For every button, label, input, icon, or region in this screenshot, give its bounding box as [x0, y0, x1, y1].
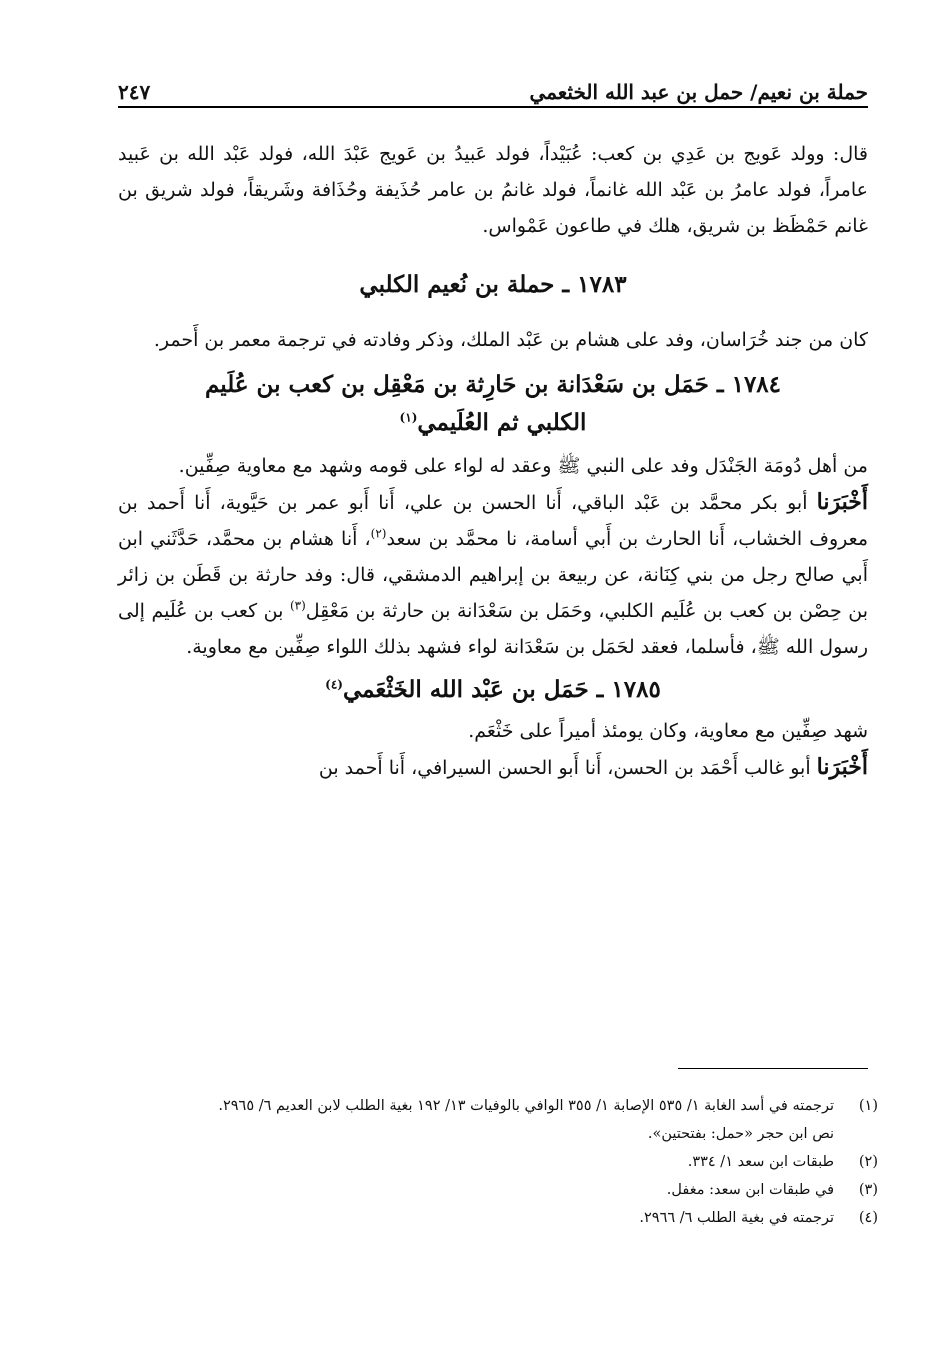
footnote-number: (٣): [858, 1182, 878, 1198]
header-rule: [118, 106, 868, 108]
footnote-ref-2[interactable]: (٢): [370, 526, 387, 541]
entry-1785-text: شهد صِفِّين مع معاوية، وكان يومئذ أميراً على خَثْعَم.: [468, 720, 868, 742]
footnote-number: (١): [858, 1098, 878, 1114]
entry-1784-heading: [118, 366, 868, 442]
footnote-number: (٤): [858, 1210, 878, 1226]
entry-1784-heading-line1: ١٧٨٤ ـ حَمَل بن سَعْدَانة بن حَارِثة بن مَعْقِل بن كعب بن عُلَيم: [204, 371, 782, 398]
chain-text: أبو غالب أَحْمَد بن الحسن، أَنا أَبو الحسن السيرافي، أَنا أَحمد بن: [318, 757, 817, 779]
entry-1784-chain: [118, 484, 868, 665]
footnote-text: في طبقات ابن سعد: مغفل.: [666, 1182, 834, 1198]
footnote-number: (٢): [858, 1154, 878, 1170]
entry-1783-heading: ١٧٨٣ ـ حملة بن نُعيم الكلبي: [359, 271, 627, 298]
footnote-1-extra: نص ابن حجر «حمل: بفتحتين».: [647, 1126, 834, 1142]
footnote-ref-1[interactable]: (١): [399, 410, 418, 425]
intro-paragraph: قال: وولد عَويج بن عَدِي بن كعب: عُبَيْداً، فولد عَبيدُ بن عَويج عَبْدَ الله، فولد عَبْد الله بن عَبيد عامراً، فولد عامرُ بن عَبْد الله غانماً، فولد غانمُ بن عامر حُذَيفة وحُذَافة وشَريقاً، فولد شريق بن غانم حَمْظَظ بن شريق، هلك في طاعون عَمْواس.: [118, 143, 868, 237]
footnote-4: [108, 1204, 878, 1232]
book-page: [118, 60, 878, 1320]
chain-keyword: أَخْبَرَنا: [816, 489, 868, 515]
entry-1785-heading: [118, 671, 868, 709]
chain-part-1: أبو بكر محمَّد بن عَبْد الباقي، أَنا الحسن بن علي، أَنا أَبو عمر بن حَيَّوية، أَنا أَحمد بن معروف الخشاب، أَنا الحارث بن أَبي أسامة، نا محمَّد بن سعد: [118, 492, 868, 550]
footnote-rule: [678, 1068, 868, 1069]
entry-1783-text: كان من جند خُرَاسان، وفد على هشام بن عَبْد الملك، وذكر وفادته في ترجمة معمر بن أَحمر.: [153, 329, 868, 351]
footnote-text: طبقات ابن سعد ١/ ٣٣٤.: [687, 1154, 834, 1170]
running-header: [118, 70, 868, 104]
entry-1784-heading-line2-text: الكلبي ثم العُلَيمي: [417, 409, 587, 436]
entry-1785-heading-text: ١٧٨٥ ـ حَمَل بن عَبْد الله الخَثْعَمي: [342, 676, 661, 703]
footnotes: [108, 1092, 878, 1232]
footnote-3: [108, 1176, 878, 1204]
footnote-1: [108, 1092, 878, 1120]
footnote-ref-3[interactable]: (٣): [289, 598, 306, 613]
entry-1784-text: من أهل دُومَة الجَنْدَل وفد على النبي ﷺ وعقد له لواء على قومه وشهد مع معاوية صِفِّين.: [178, 455, 868, 477]
chain-part-3: بن كعب بن عُلَيم إلى رسول الله ﷺ، فأسلما، فعقد لحَمَل بن سَعْدَانة لواء فشهد بذلك اللواء صِفِّين مع معاوية.: [118, 600, 868, 658]
entry-1785-chain: [118, 749, 868, 786]
running-title: حملة بن نعيم/ حمل بن عبد الله الخثعمي: [529, 80, 868, 104]
chain-part-2: ، أَنا هشام بن محمَّد، حَدَّثَني ابن أَبي صالح رجل من بني كِنَانة، عن ربيعة بن إبراهيم الدمشقي، قال: وفد حارثة بن قَطَن بن زائر بن حِصْن بن كعب بن عُلَيم الكلبي، وحَمَل بن سَعْدَانة بن حارثة بن مَعْقِل: [118, 528, 868, 622]
page-number: ٢٤٧: [118, 80, 151, 104]
entry-1784-heading-line2: [118, 404, 868, 442]
chain-keyword: أَخْبَرَنا: [816, 754, 868, 780]
footnote-ref-4[interactable]: (٤): [325, 677, 343, 692]
footnote-2: [108, 1148, 878, 1176]
footnote-text: ترجمته في بغية الطلب ٦/ ٢٩٦٦.: [639, 1210, 834, 1226]
main-text: [118, 136, 868, 786]
footnote-text: ترجمته في أسد الغابة ١/ ٥٣٥ الإصابة ١/ ٣٥٥ الوافي بالوفيات ١٣/ ١٩٢ بغية الطلب لابن العديم ٦/ ٢٩٦٥.: [218, 1098, 834, 1114]
